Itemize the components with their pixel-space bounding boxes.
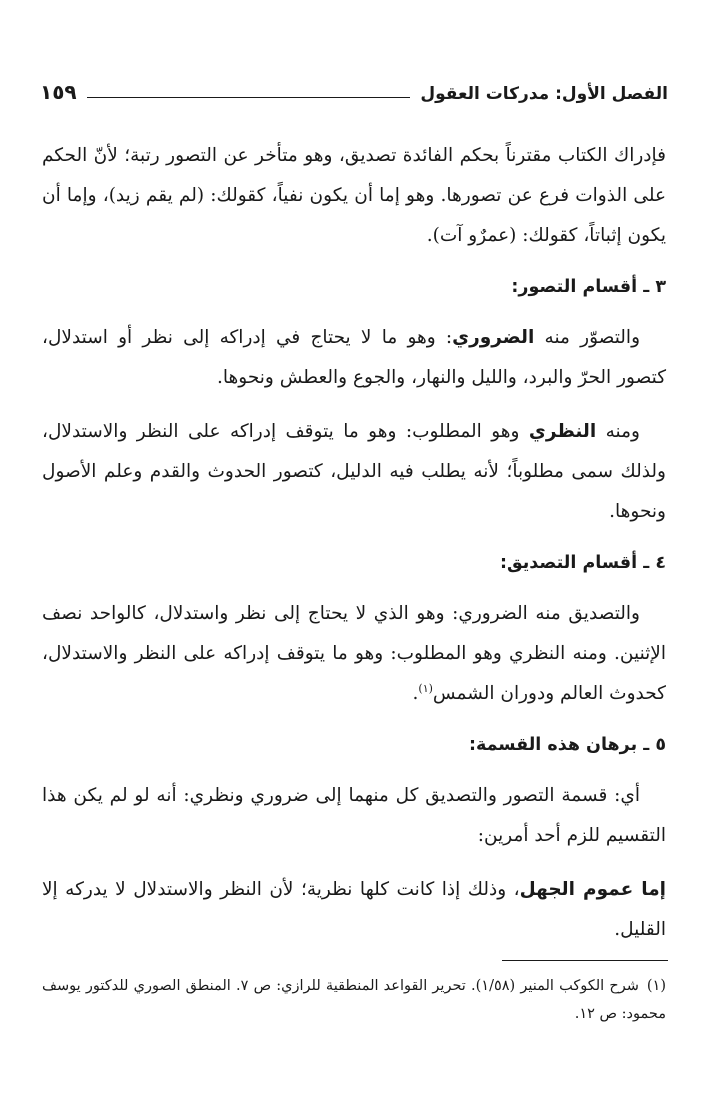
heading-section-4: ٤ ـ أقسام التصديق: — [499, 553, 666, 573]
paragraph-1: فإدراك الكتاب مقترناً بحكم الفائدة تصديق، وهو متأخر عن التصور رتبة؛ لأنّ الحكم على الذوات فرع عن تصورها. وهو إما أن يكون نفياً، كقولك: (لم يقم زيد)، وإما أن يكون إثباتاً، كقولك: (عمرٌو آت). — [42, 145, 666, 246]
paragraph-2-rest: : وهو ما لا يحتاج في إدراكه إلى نظر أو استدلال، كتصور الحرّ والبرد، والليل والنهار، والجوع والعطش ونحوها. — [42, 327, 666, 388]
heading-section-3: ٣ ـ أقسام التصور: — [511, 277, 666, 297]
paragraph-6-rest: ، وذلك إذا كانت كلها نظرية؛ لأن النظر والاستدلال لا يدركه إلا القليل. — [42, 879, 666, 940]
term-nazari: النظري — [528, 421, 597, 442]
page-body — [42, 136, 666, 964]
term-daruri: الضروري — [452, 327, 535, 348]
paragraph-5: أي: قسمة التصور والتصديق كل منهما إلى ضروري ونظري: أنه لو لم يكن هذا التقسيم للزم أحد أمرين: — [42, 785, 666, 846]
footnote-text: شرح الكوكب المنير (١/٥٨). تحرير القواعد المنطقية للرازي: ص ٧. المنطق الصوري للدكتور يوسف محمود: ص ١٢. — [42, 978, 666, 1022]
footnote-number: (١) — [646, 978, 667, 994]
heading-section-5: ٥ ـ برهان هذه القسمة: — [468, 735, 666, 755]
footnote — [42, 972, 666, 1028]
paragraph-4 — [42, 594, 666, 714]
footnote-reference: (١) — [418, 681, 433, 695]
header-rule — [87, 97, 411, 98]
paragraph-2 — [42, 318, 666, 398]
paragraph-4-end: . — [412, 683, 419, 704]
page-header — [40, 78, 668, 104]
paragraph-3-start: ومنه — [605, 421, 640, 442]
chapter-title: الفصل الأول: مدركات العقول — [420, 84, 668, 104]
footnote-separator — [502, 960, 668, 961]
paragraph-2-start: والتصوّر منه — [544, 327, 641, 348]
paragraph-4-text: والتصديق منه الضروري: وهو الذي لا يحتاج إلى نظر واستدلال، كالواحد نصف الإثنين. ومنه النظري وهو المطلوب: وهو ما يتوقف إدراكه على النظر والاستدلال، كحدوث العالم ودوران الشمس — [42, 603, 666, 704]
paragraph-6 — [42, 870, 666, 950]
paragraph-3-rest: وهو المطلوب: وهو ما يتوقف إدراكه على النظر والاستدلال، ولذلك سمى مطلوباً؛ لأنه يطلب فيه الدليل، كتصور الحدوث والقدم وعلم الأصول ونحوها. — [42, 421, 666, 522]
paragraph-3 — [42, 412, 666, 532]
page-number: ١٥٩ — [40, 80, 77, 104]
term-umum-aljahl: إما عموم الجهل — [519, 879, 667, 900]
